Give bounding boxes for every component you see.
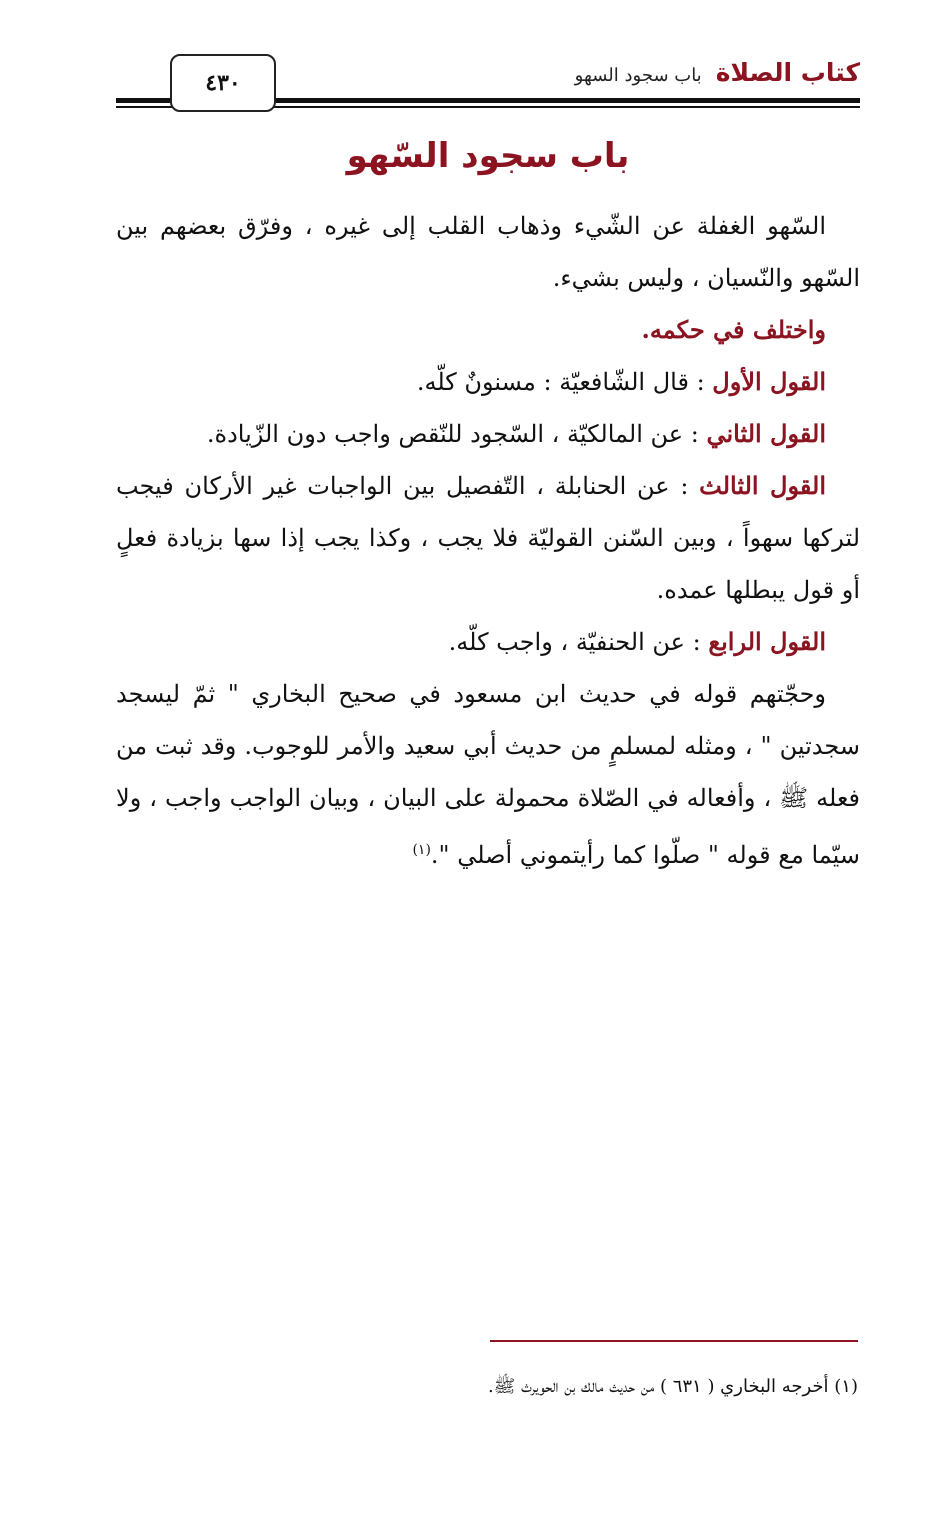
paragraph-evidence bbox=[116, 668, 860, 881]
page-number-box bbox=[170, 54, 276, 112]
chapter-heading: باب سجود السّهو bbox=[346, 136, 630, 176]
opinion-1 bbox=[116, 356, 860, 408]
evidence-text: وحجّتهم قوله في حديث ابن مسعود في صحيح البخاري " ثمّ ليسجد سجدتين " ، ومثله لمسلمٍ من حديث أبي سعيد والأمر للوجوب. وقد ثبت من فعله ﷺ ، وأفعاله في الصّلاة محمولة على البيان ، وبيان الواجب واجب ، ولا سيّما مع قوله " صلّوا كما رأيتموني أصلي ". bbox=[116, 680, 860, 869]
opinion-2 bbox=[116, 408, 860, 460]
opinion-3-text: : عن الحنابلة ، التّفصيل بين الواجبات غير الأركان فيجب لتركها سهواً ، وبين السّنن القوليّة فلا يجب ، وكذا يجب إذا سها بزيادة فعلٍ أو قول يبطلها عمده. bbox=[116, 472, 860, 604]
opinion-2-label: القول الثاني bbox=[706, 419, 826, 448]
opinion-1-text: : قال الشّافعيّة : مسنونٌ كلّه. bbox=[416, 368, 713, 396]
paragraph-disagreement: واختلف في حكمه. bbox=[641, 315, 826, 344]
book-title: كتاب الصلاة bbox=[715, 58, 860, 87]
page-number: ٤٣٠ bbox=[205, 70, 241, 96]
footnote-reference[interactable]: (١) bbox=[412, 842, 431, 858]
opinion-4-label: القول الرابع bbox=[708, 627, 826, 656]
running-header bbox=[116, 52, 860, 112]
footnote-rule bbox=[490, 1340, 858, 1342]
opinion-3 bbox=[116, 460, 860, 616]
paragraph-definition: السّهو الغفلة عن الشّيء وذهاب القلب إلى غيره ، وفرّق بعضهم بين السّهو والنّسيان ، وليس بشيء. bbox=[116, 212, 860, 292]
footnote: (١) أخرجه البخاري ( ٦٣١ ) من حديث مالك بن الحويرث ﷺ. bbox=[487, 1376, 858, 1397]
chapter-running-title: باب سجود السهو bbox=[574, 65, 702, 86]
opinion-4-text: : عن الحنفيّة ، واجب كلّه. bbox=[448, 628, 709, 656]
opinion-4 bbox=[116, 616, 860, 668]
opinion-1-label: القول الأول bbox=[712, 367, 826, 396]
opinion-3-label: القول الثالث bbox=[699, 471, 826, 500]
running-title bbox=[575, 58, 860, 87]
body-text bbox=[116, 200, 860, 881]
opinion-2-text: : عن المالكيّة ، السّجود للنّقص واجب دون الزّيادة. bbox=[206, 420, 707, 448]
